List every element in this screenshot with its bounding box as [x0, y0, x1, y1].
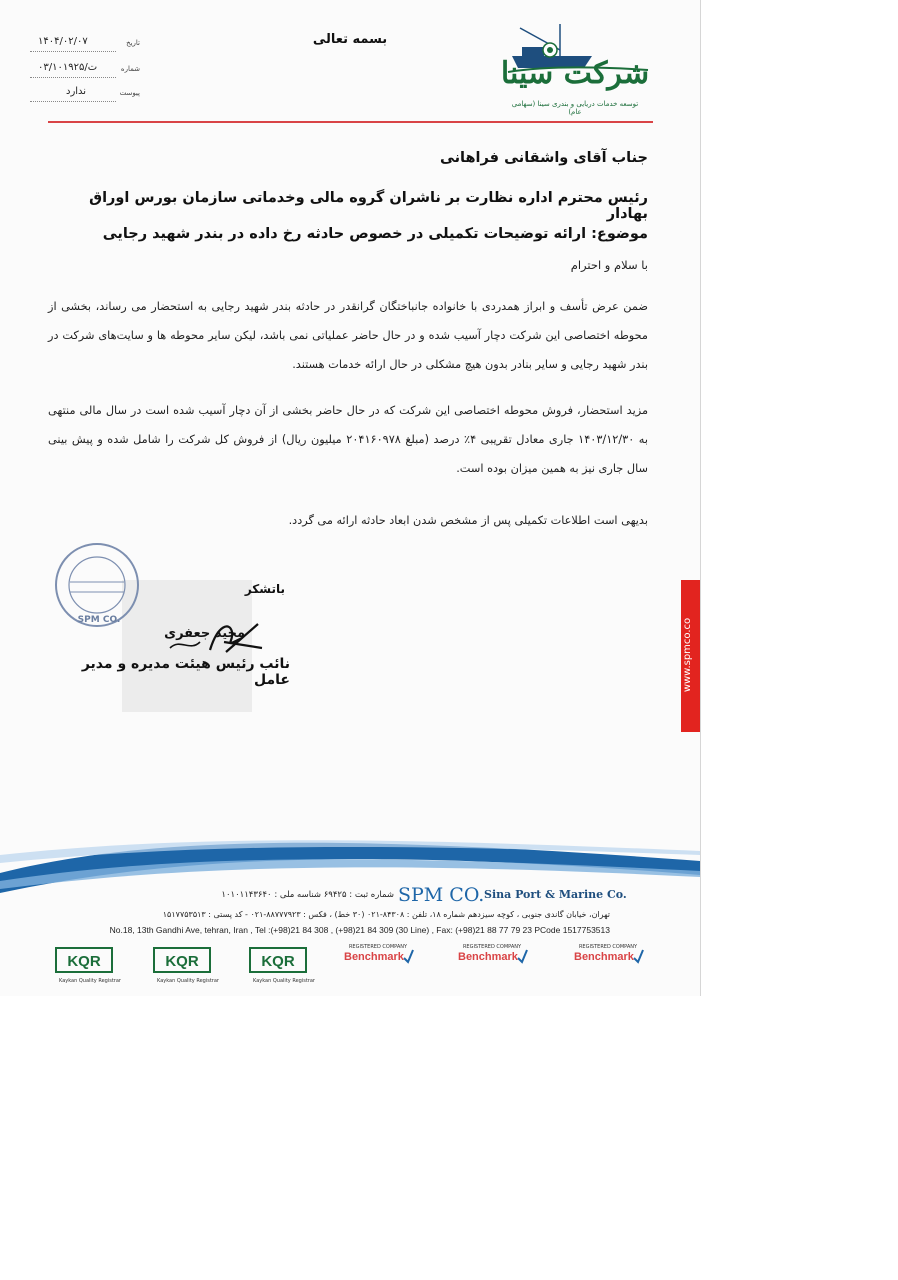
cert-caption: Kaykan Quality Registrar [253, 978, 315, 984]
number-label: شماره [120, 65, 140, 73]
svg-text:Benchmark: Benchmark [574, 951, 634, 963]
svg-text:Benchmark: Benchmark [344, 951, 404, 963]
kqr-cert-logo [54, 944, 126, 984]
signer-name: مجید جعفری [164, 626, 245, 641]
attachment-field [30, 86, 140, 102]
svg-text:Benchmark: Benchmark [458, 951, 518, 963]
attachment-value: ندارد [66, 86, 87, 97]
kqr-icon [54, 944, 114, 976]
footer-address-persian: تهران، خیابان گاندی جنوبی ، کوچه سیزدهم شماره ۱۸، تلفن : ۸۴۳۰۸-۰۲۱ (۳۰ خط) ، فکس : ۸۸۷۷۷۹۲۳-۰۲۱ - کد پستی : ۱۵۱۷۷۵۳۵۱۳ [162, 910, 610, 919]
date-value: ۱۴۰۴/۰۲/۰۷ [38, 36, 88, 47]
cert-caption: Kaykan Quality Registrar [157, 978, 219, 984]
number-rule [30, 77, 116, 78]
kqr-cert-logo [248, 944, 320, 984]
footer-address-english: No.18, 13th Gandhi Ave, tehran, Iran , Tel :(+98)21 84 308 , (+98)21 84 309 (30 Line) , Fax: (+98)21 88 77 79 23 PCode 1517753513 [109, 925, 610, 935]
subject-line: موضوع: ارائه توضیحات تکمیلی در خصوص حادثه رخ داده در بندر شهید رجایی [102, 226, 648, 242]
thanks-text: باتشکر [244, 582, 285, 596]
svg-text:KQR: KQR [67, 953, 101, 970]
footer-wave [0, 835, 700, 895]
addressee-name: جناب آقای واشقانی فراهانی [439, 150, 648, 166]
benchmark-cert-logo [342, 944, 414, 984]
logo-text: شرکت سینا [500, 56, 650, 91]
body-paragraph-1: ضمن عرض تأسف و ابراز همدردی با خانواده جانباختگان گرانقدر در حادثه بندر شهید رجایی به استحضار می رساند، بخشی از محوطه اختصاصی این شرکت دچار آسیب شده و در حال حاضر عملیاتی نمی باشد، لیکن سایر محوطه ها و سایت‌های شرکت در بندر شهید رجایی و سایر بنادر بدون هیچ مشکلی در حال ارائه خدمات هستند. [48, 300, 648, 371]
footer-brand-full: Sina Port & Marine Co. [484, 888, 627, 901]
addressee-position: رئیس محترم اداره نظارت بر ناشران گروه مالی وخدماتی سازمان بورس اوراق بهادار [89, 190, 648, 222]
footer-registration: شماره ثبت : ۶۹۴۲۵ شناسه ملی : ۱۰۱۰۱۱۴۳۶۴۰ [221, 890, 394, 900]
cert-caption: Kaykan Quality Registrar [59, 978, 121, 984]
body-paragraph-2: مزید استحضار، فروش محوطه اختصاصی این شرکت که در حال حاضر بخشی از آن دچار آسیب شده است در سال مالی منتهی به ۱۴۰۳/۱۲/۳۰ جاری معادل تقریبی ۴٪ درصد (مبلغ ۲۰۴۱۶۰۹۷۸ میلیون ریال) از فروش کل شرکت را شامل شده و پیش بینی سال جاری نیز به همین میزان بوده است. [48, 404, 649, 475]
kqr-cert-logo [152, 944, 224, 984]
number-field [30, 62, 140, 78]
attachment-rule [30, 101, 116, 102]
benchmark-cert-logo [572, 944, 644, 984]
side-tab-url[interactable]: www.spmco.co [682, 617, 693, 693]
date-rule [30, 51, 116, 52]
footer-brand: SPM CO. [398, 884, 485, 906]
benchmark-cert-logo [456, 944, 528, 984]
signer-title: نائب رئیس هیئت مدیره و مدیر عامل [81, 656, 290, 688]
date-label: تاریخ [126, 39, 140, 47]
salutation: با سلام و احترام [570, 258, 648, 272]
stamp-label: SPM CO. [77, 615, 121, 625]
kqr-icon [248, 944, 308, 976]
logo-subtext: توسعه خدمات دریایی و بندری سینا (سهامی عام) [511, 100, 639, 116]
cert-caption: REGISTERED COMPANY [348, 944, 408, 950]
cert-caption: REGISTERED COMPANY [578, 944, 638, 950]
attachment-label: پیوست [119, 89, 140, 97]
number-value: ۰۳/۱۰ت/۱۹۲۵ [38, 62, 98, 73]
cert-caption: REGISTERED COMPANY [462, 944, 522, 950]
closing-sentence: بدیهی است اطلاعات تکمیلی پس از مشخص شدن ابعاد حادثه ارائه می گردد. [288, 514, 648, 527]
svg-text:KQR: KQR [261, 953, 295, 970]
svg-text:KQR: KQR [165, 953, 199, 970]
date-field [30, 36, 140, 52]
bismillah-heading: بسمه تعالی [312, 32, 388, 47]
header-divider [48, 121, 653, 123]
kqr-icon [152, 944, 212, 976]
